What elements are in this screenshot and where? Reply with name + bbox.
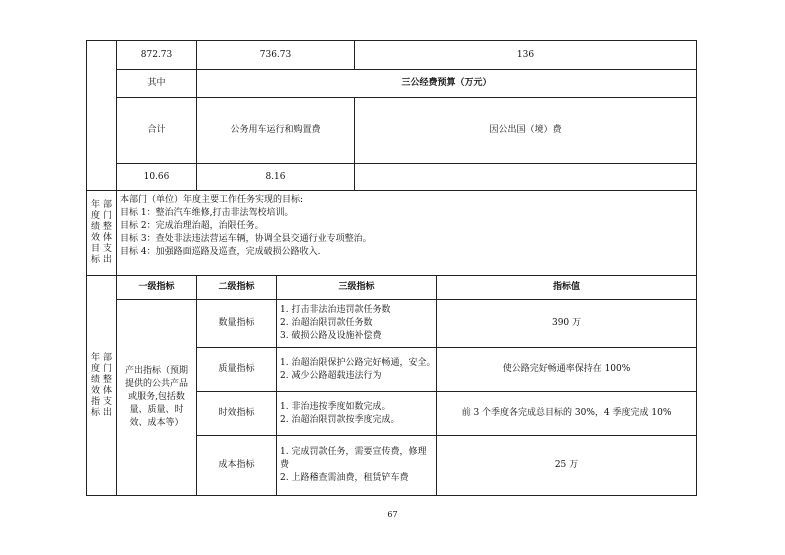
level3-timeliness-line: 1. 非治违按季度如数完成。	[280, 401, 391, 412]
side-label-char: 部	[103, 200, 113, 210]
header-vehicle: 公务用车运行和购置费	[197, 98, 355, 164]
indicator-header-row	[87, 276, 697, 300]
annual-goal-line: 目标 4：加强路面巡路及巡查，完成破损公路收入.	[120, 247, 321, 257]
annual-goals-lines	[120, 194, 693, 259]
annual-goal-line: 本部门（单位）年度主要工作任务实现的目标:	[120, 195, 304, 205]
budget-total: 872.73	[117, 41, 197, 70]
side-label-char: 绩	[90, 374, 100, 385]
annual-goal-line: 目标 1：整治汽车维修,打击非法驾校培训。	[120, 208, 294, 218]
header-value: 指标值	[437, 276, 697, 300]
side-label-char: 支	[103, 396, 113, 407]
level3-timeliness	[277, 392, 437, 436]
header-level1: 一级指标	[117, 276, 197, 300]
value-total: 10.66	[117, 164, 197, 191]
side-label-char: 指	[90, 396, 100, 407]
header-level3: 三级指标	[277, 276, 437, 300]
three-public-title-row	[87, 70, 697, 98]
side-label-char: 年	[90, 352, 100, 363]
side-label-char: 体	[103, 233, 113, 243]
goals-side-col1	[103, 200, 112, 266]
three-public-value-row	[87, 164, 697, 191]
value-timeliness: 前 3 个季度各完成总目标的 30%，4 季度完成 10%	[437, 392, 697, 436]
value-quality: 使公路完好畅通率保持在 100%	[437, 348, 697, 392]
annual-goals-content	[117, 191, 697, 276]
side-label-char: 标	[90, 407, 100, 418]
indicators-side-col1	[103, 353, 112, 419]
level3-timeliness-line: 2. 治超治限罚款按季度完成。	[280, 414, 400, 425]
level3-quantity-line: 1. 打击非法治违罚款任务数	[280, 305, 391, 315]
page-number: 67	[387, 510, 398, 519]
side-label-char: 部	[103, 352, 113, 363]
indicators-side-label	[87, 276, 117, 496]
value-overseas	[355, 164, 697, 191]
level3-cost	[277, 436, 437, 496]
level2-cost: 成本指标	[197, 436, 277, 496]
indicator-row-quantity	[87, 300, 697, 348]
level1-output: 产出指标（预期提供的公共产品或服务,包括数量、质量、时效、成本等）	[117, 300, 197, 496]
level3-quality-line: 2. 减少公路超载违法行为	[280, 370, 382, 381]
level3-cost-line: 2. 上路稽查需油费，租赁铲车费	[280, 473, 409, 483]
goals-side-col2	[91, 200, 100, 266]
level3-cost-line: 1. 完成罚款任务，需要宣传费，修理费	[280, 447, 427, 470]
three-public-title: 三公经费预算（万元）	[197, 70, 697, 98]
annual-goal-line: 目标 2：完成治理治超，治限任务。	[120, 221, 264, 231]
side-label-char: 整	[103, 374, 113, 385]
value-vehicle: 8.16	[197, 164, 355, 191]
value-quantity: 390 万	[437, 300, 697, 348]
value-cost: 25 万	[437, 436, 697, 496]
annual-goals-row	[87, 191, 697, 276]
side-label-char: 门	[103, 211, 113, 221]
level3-quality	[277, 348, 437, 392]
level2-quality: 质量指标	[197, 348, 277, 392]
annual-goal-line: 目标 3：查处非法违法营运车辆，协调全县交通行业专项整治。	[120, 234, 372, 244]
side-label-char: 绩	[90, 222, 100, 232]
side-label-char: 度	[90, 211, 100, 221]
level2-quantity: 数量指标	[197, 300, 277, 348]
budget-basic: 736.73	[197, 41, 355, 70]
side-label-char: 整	[103, 222, 113, 232]
budget-amount-row	[87, 41, 697, 70]
side-label-char: 支	[103, 244, 113, 254]
budget-project: 136	[355, 41, 697, 70]
level3-quantity-line: 2. 治超治限罚款任务数	[280, 318, 373, 328]
budget-performance-table	[86, 40, 697, 496]
side-label-char: 效	[90, 233, 100, 243]
level3-quantity	[277, 300, 437, 348]
level2-timeliness: 时效指标	[197, 392, 277, 436]
side-label-char: 度	[90, 363, 100, 374]
three-public-header-row	[87, 98, 697, 164]
header-overseas: 因公出国（境）费	[355, 98, 697, 164]
header-level2: 二级指标	[197, 276, 277, 300]
side-label-char: 效	[90, 385, 100, 396]
side-label-char: 年	[90, 200, 100, 210]
side-label-char: 体	[103, 385, 113, 396]
side-label-char: 门	[103, 363, 113, 374]
goals-side-label	[87, 191, 117, 276]
header-total: 合计	[117, 98, 197, 164]
top-side-cell	[87, 41, 117, 191]
level3-quantity-line: 3. 破损公路及设施补偿费	[280, 331, 382, 341]
side-label-char: 标	[90, 255, 100, 265]
among-label: 其中	[117, 70, 197, 98]
side-label-char: 目	[90, 244, 100, 254]
side-label-char: 出	[103, 407, 113, 418]
side-label-char: 出	[103, 255, 113, 265]
indicators-side-col2	[91, 353, 100, 419]
level3-quality-line: 1. 治超治限保护公路完好畅通，安全。	[280, 357, 436, 368]
